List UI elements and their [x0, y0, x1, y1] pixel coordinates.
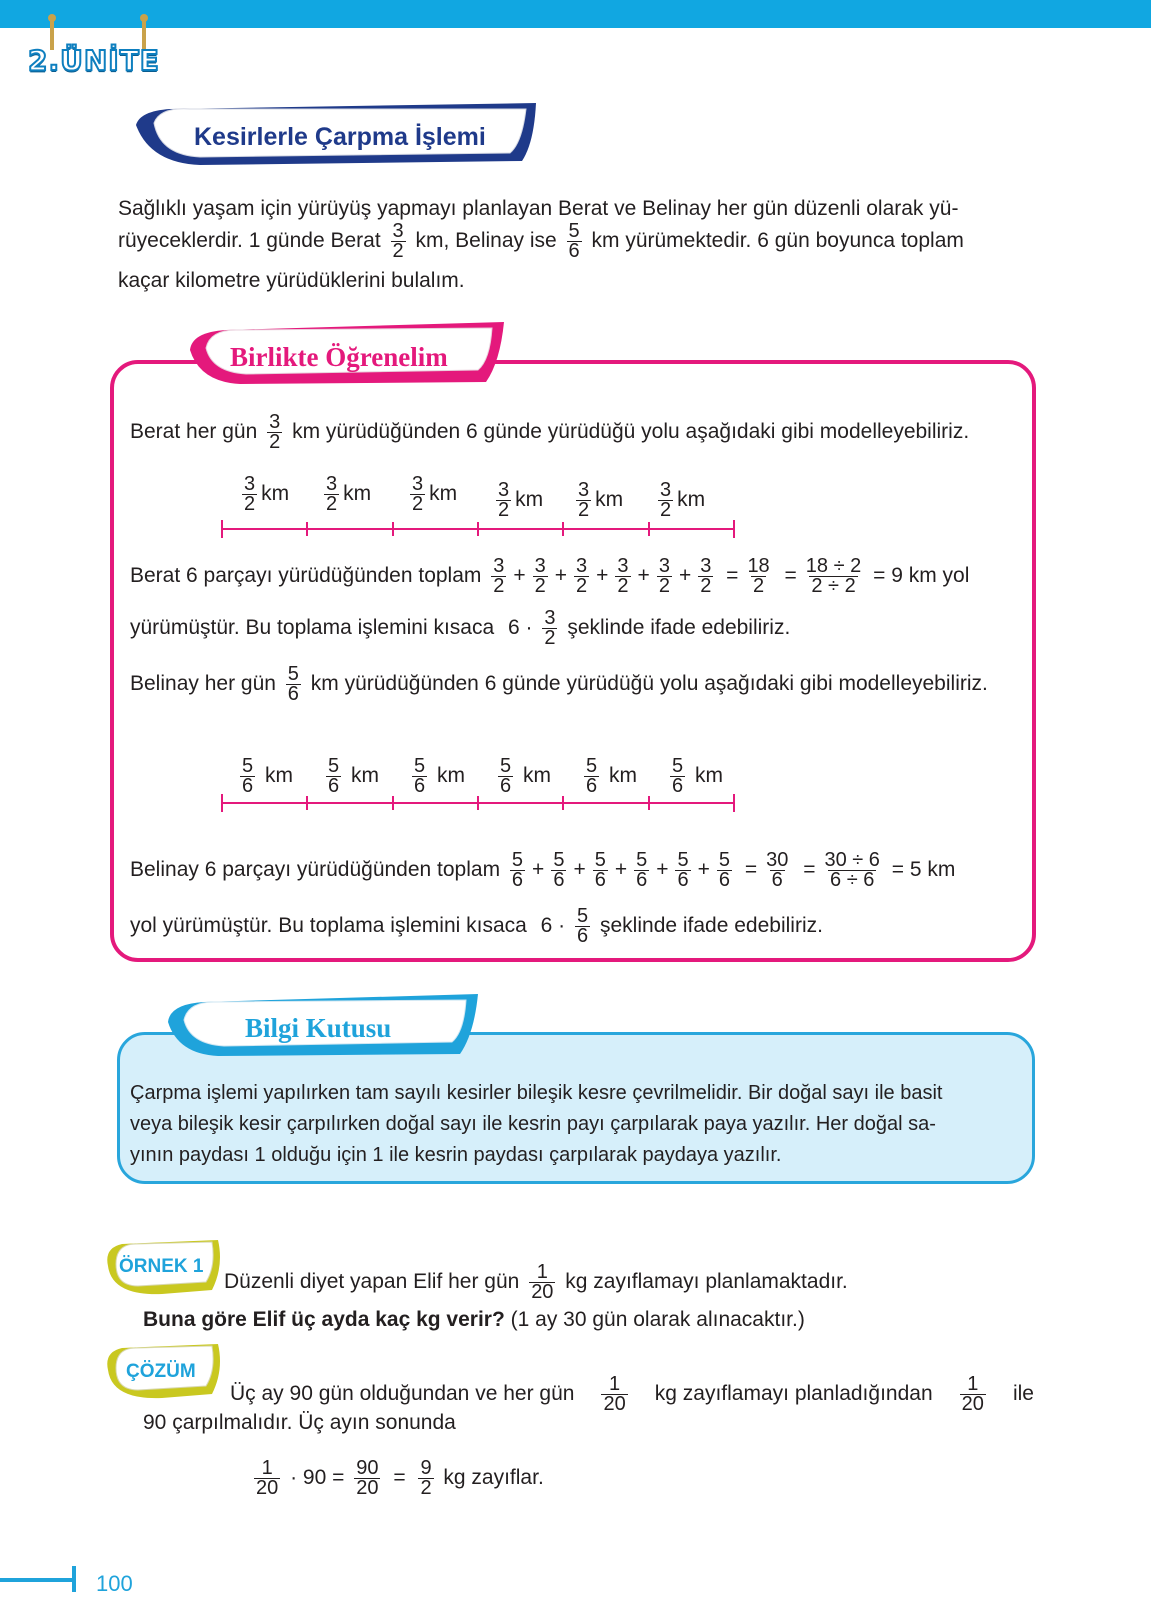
fraction — [634, 848, 649, 891]
footer-rule-icon — [0, 1564, 80, 1594]
example-line-1 — [224, 1262, 848, 1302]
denominator: 20 — [531, 1280, 554, 1303]
intro-text: km yürümektedir. 6 gün boyunca toplam — [591, 229, 964, 253]
segment-label — [408, 756, 465, 796]
numerator: 5 — [414, 754, 426, 777]
segment-label — [580, 756, 637, 796]
denominator: 6 — [718, 868, 730, 891]
numerator: 90 — [356, 1456, 379, 1479]
denominator: 6 — [636, 868, 648, 891]
text: Düzenli diyet yapan Elif her gün — [224, 1270, 520, 1293]
text: kg zayıflamayı planlamaktadır. — [565, 1270, 848, 1293]
text: kg zayıflar. — [443, 1466, 544, 1489]
example-label: ÖRNEK 1 — [119, 1256, 204, 1277]
numerator: 5 — [511, 848, 524, 871]
plus-sign: + — [678, 564, 692, 587]
unit: km — [261, 482, 290, 505]
numerator: 1 — [536, 1260, 548, 1283]
berat-short — [130, 608, 790, 648]
numerator: 3 — [269, 410, 281, 433]
text: Berat 6 parçayı yürüdüğünden toplam — [130, 564, 482, 587]
fraction — [496, 478, 511, 521]
numerator: 3 — [498, 478, 510, 501]
segment-label — [492, 480, 543, 520]
equals-sign: = — [393, 1466, 406, 1489]
fraction — [960, 1372, 986, 1415]
denominator: 6 — [287, 682, 299, 705]
numerator: 5 — [500, 754, 512, 777]
text: Üç ay 90 gün olduğundan ve her gün — [230, 1382, 575, 1405]
fraction — [745, 554, 771, 597]
denominator: 20 — [603, 1392, 626, 1415]
denominator: 2 — [544, 626, 556, 649]
unit: km — [436, 764, 465, 787]
fraction — [324, 472, 339, 515]
equals-sign: = — [803, 858, 816, 881]
numerator: 3 — [534, 554, 546, 577]
denominator: 2 — [658, 574, 670, 597]
numerator: 3 — [244, 472, 256, 495]
fraction — [418, 1456, 433, 1499]
numerator: 5 — [328, 754, 340, 777]
page-number: 100 — [96, 1571, 133, 1596]
fraction — [615, 554, 630, 597]
numerator: 5 — [553, 848, 565, 871]
belinay-short — [130, 906, 823, 946]
denominator: 2 — [700, 574, 712, 597]
plus-sign: + — [554, 564, 568, 587]
numerator: 3 — [576, 554, 588, 577]
plus-sign: + — [513, 564, 526, 587]
plus-sign: + — [614, 858, 628, 881]
denominator: 2 — [660, 498, 672, 521]
fraction — [326, 754, 341, 797]
factor: 6 · — [540, 914, 566, 937]
denominator: 6 — [511, 868, 524, 891]
denominator: 2 — [412, 492, 424, 515]
berat-sum — [130, 556, 969, 596]
denominator: 6 — [677, 868, 689, 891]
unit: km — [522, 764, 551, 787]
numerator: 5 — [677, 848, 689, 871]
note: (1 ay 30 gün olarak alınacaktır.) — [504, 1308, 805, 1331]
numerator: 30 — [766, 848, 789, 871]
text: şeklinde ifade edebiliriz. — [567, 616, 791, 639]
berat-intro — [130, 412, 969, 452]
info-box-body — [130, 1078, 942, 1171]
top-bar — [0, 0, 1151, 28]
unit: km — [595, 488, 624, 511]
equals-sign: = — [744, 858, 758, 881]
fraction — [412, 754, 427, 797]
denominator: 2 — [498, 498, 510, 521]
unit: km — [343, 482, 372, 505]
result-value: = 9 — [873, 564, 903, 587]
numerator: 3 — [658, 554, 670, 577]
fraction — [804, 554, 863, 597]
fraction — [254, 1456, 280, 1499]
numerator: 18 — [747, 554, 770, 577]
solution-line-2: 90 çarpılmalıdır. Üç ayın sonunda — [143, 1411, 456, 1434]
segment-label — [572, 480, 623, 520]
berat-number-line — [218, 518, 738, 540]
unit-label: 2.ÜNİTE — [28, 44, 160, 77]
fraction — [491, 554, 506, 597]
denominator: 6 — [553, 868, 565, 891]
fraction — [658, 478, 673, 521]
segment-label — [238, 474, 289, 514]
denominator: 6 — [328, 774, 340, 797]
result-value: = 5 — [891, 858, 922, 881]
denominator: 2 — [392, 240, 404, 262]
intro-line-3: kaçar kilometre yürüdüklerini bulalım. — [118, 269, 465, 292]
text: yürümüştür. Bu toplama işlemini kısaca — [130, 616, 495, 639]
text: yol yürümüştür. Bu toplama işlemini kısaca — [130, 914, 527, 937]
fraction — [286, 662, 301, 705]
numerator: 3 — [412, 472, 424, 495]
intro-text: km, Belinay ise — [415, 229, 557, 253]
fraction — [410, 472, 425, 515]
unit: km — [694, 764, 723, 787]
fraction — [593, 848, 608, 891]
fraction — [717, 848, 732, 891]
fraction — [529, 1260, 555, 1303]
segment-label — [322, 756, 379, 796]
text: km yürüdüğünden 6 günde yürüdüğü yolu aşağıdaki gibi modelleyebiliriz. — [292, 420, 970, 443]
segment-label — [406, 474, 457, 514]
fraction — [267, 410, 282, 453]
numerator: 3 — [700, 554, 712, 577]
numerator: 3 — [392, 220, 404, 242]
numerator: 1 — [609, 1372, 621, 1395]
plus-sign: + — [532, 858, 545, 881]
segment-label — [666, 756, 723, 796]
factor: 6 · — [508, 616, 533, 639]
denominator: 6 — [771, 868, 783, 891]
text: Belinay her gün — [130, 672, 276, 695]
fraction — [240, 754, 255, 797]
denominator: 20 — [256, 1476, 279, 1499]
denominator: 2 — [493, 574, 505, 597]
fraction — [567, 222, 582, 261]
plus-sign: + — [573, 858, 586, 881]
numerator: 1 — [261, 1456, 273, 1479]
fraction — [533, 554, 548, 597]
fraction — [574, 554, 589, 597]
denominator: 2 — [617, 574, 629, 597]
info-box-title: Bilgi Kutusu — [245, 1013, 392, 1043]
text: km — [927, 858, 956, 881]
fraction — [575, 904, 590, 947]
denominator: 6 ÷ 6 — [830, 868, 875, 891]
numerator: 3 — [493, 554, 505, 577]
numerator: 5 — [577, 904, 589, 927]
plus-sign: + — [596, 564, 609, 587]
solution-label: ÇÖZÜM — [126, 1361, 196, 1382]
equals-sign: = — [784, 564, 797, 587]
denominator: 6 — [500, 774, 512, 797]
denominator: 2 — [753, 574, 765, 597]
denominator: 6 — [586, 774, 598, 797]
intro-line-2 — [118, 222, 1038, 261]
fraction — [391, 222, 406, 261]
denominator: 2 ÷ 2 — [811, 574, 856, 597]
numerator: 3 — [326, 472, 338, 495]
fraction — [698, 554, 713, 597]
denominator: 2 — [269, 430, 281, 453]
unit: km — [677, 488, 706, 511]
denominator: 6 — [568, 240, 580, 262]
numerator: 3 — [578, 478, 590, 501]
numerator: 3 — [544, 606, 556, 629]
fraction — [584, 754, 599, 797]
unit: km — [429, 482, 458, 505]
fraction — [551, 848, 566, 891]
fraction — [242, 472, 257, 515]
numerator: 5 — [594, 848, 606, 871]
text: ile — [1012, 1382, 1034, 1405]
denominator: 2 — [326, 492, 338, 515]
numerator: 9 — [420, 1456, 432, 1479]
belinay-sum — [130, 850, 955, 890]
section-title: Kesirlerle Çarpma İşlemi — [194, 123, 486, 151]
unit: km — [515, 488, 544, 511]
numerator: 3 — [617, 554, 629, 577]
numerator: 5 — [636, 848, 648, 871]
numerator: 5 — [568, 220, 580, 242]
denominator: 2 — [578, 498, 590, 521]
solution-calc — [250, 1458, 544, 1498]
denominator: 20 — [961, 1392, 984, 1415]
denominator: 6 — [672, 774, 684, 797]
fraction — [764, 848, 790, 891]
belinay-number-line — [218, 792, 738, 814]
denominator: 6 — [242, 774, 254, 797]
plus-sign: + — [697, 858, 710, 881]
denominator: 6 — [414, 774, 426, 797]
intro-line-1: Sağlıklı yaşam için yürüyüş yapmayı planlayan Berat ve Belinay her gün düzenli olarak yü- — [118, 197, 959, 220]
fraction — [576, 478, 591, 521]
fraction — [498, 754, 513, 797]
learn-box-title: Birlikte Öğrenelim — [230, 342, 448, 372]
info-line: yının paydası 1 olduğu için 1 ile kesrin paydası çarpılarak paydaya yazılır. — [130, 1144, 782, 1166]
numerator: 5 — [586, 754, 598, 777]
belinay-intro — [130, 664, 988, 704]
unit: km — [608, 764, 637, 787]
info-line: veya bileşik kesir çarpılırken doğal sayı ile kesrin payı çarpılarak paya yazılır. Her doğal sa- — [130, 1113, 936, 1135]
fraction — [675, 848, 690, 891]
question: Buna göre Elif üç ayda kaç kg verir? — [143, 1308, 505, 1331]
fraction — [542, 606, 557, 649]
denominator: 2 — [534, 574, 546, 597]
denominator: 20 — [356, 1476, 379, 1499]
plus-sign: + — [656, 858, 669, 881]
factor: · 90 = — [290, 1466, 345, 1489]
intro-text: rüyeceklerdir. 1 günde Berat — [118, 229, 381, 253]
text: km yol — [908, 564, 970, 587]
numerator: 5 — [718, 848, 730, 871]
text: şeklinde ifade edebiliriz. — [600, 914, 823, 937]
denominator: 2 — [576, 574, 588, 597]
numerator: 30 ÷ 6 — [824, 848, 880, 871]
unit: km — [264, 764, 293, 787]
segment-label — [654, 480, 705, 520]
fraction — [670, 754, 685, 797]
numerator: 5 — [287, 662, 299, 685]
text: km yürüdüğünden 6 günde yürüdüğü yolu aşağıdaki gibi modelleyebiliriz. — [310, 672, 988, 695]
denominator: 2 — [244, 492, 256, 515]
plus-sign: + — [637, 564, 650, 587]
fraction — [601, 1372, 627, 1415]
info-line: Çarpma işlemi yapılırken tam sayılı kesirler bileşik kesre çevrilmelidir. Bir doğal sayı ile basit — [130, 1082, 943, 1104]
denominator: 6 — [594, 868, 606, 891]
denominator: 6 — [577, 924, 589, 947]
numerator: 5 — [242, 754, 254, 777]
fraction — [822, 848, 881, 891]
numerator: 3 — [660, 478, 672, 501]
example-question — [143, 1300, 805, 1340]
numerator: 1 — [967, 1372, 979, 1395]
equals-sign: = — [726, 564, 739, 587]
denominator: 2 — [420, 1476, 432, 1499]
segment-label — [494, 756, 551, 796]
fraction — [510, 848, 525, 891]
numerator: 18 ÷ 2 — [805, 554, 862, 577]
text: Berat her gün — [130, 420, 258, 443]
segment-label — [320, 474, 371, 514]
segment-label — [236, 756, 293, 796]
numerator: 5 — [672, 754, 684, 777]
text: Belinay 6 parçayı yürüdüğünden toplam — [130, 858, 501, 881]
fraction — [657, 554, 672, 597]
unit: km — [350, 764, 379, 787]
text: kg zayıflamayı planladığından — [654, 1382, 933, 1405]
fraction — [354, 1456, 380, 1499]
